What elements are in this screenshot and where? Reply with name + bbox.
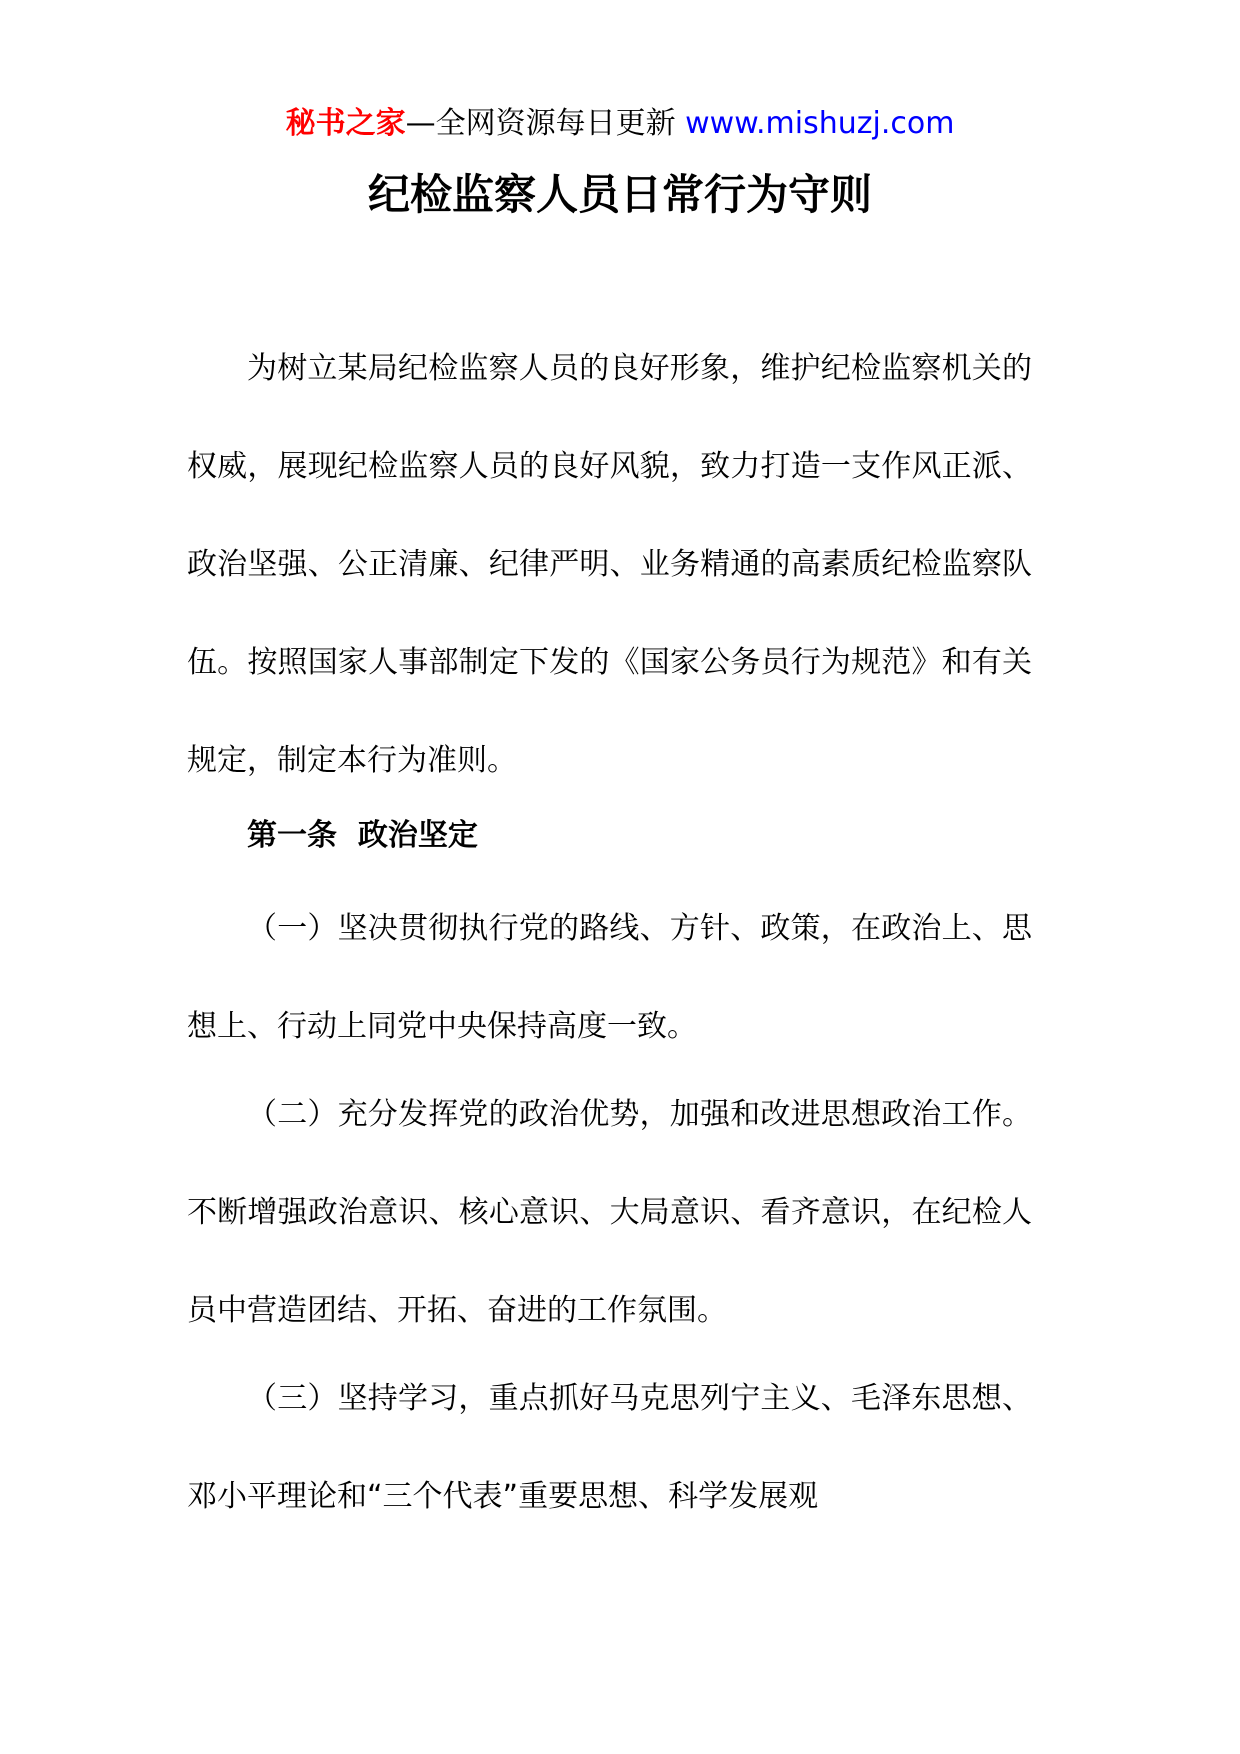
site-banner [0, 100, 1240, 148]
banner-slogan: —全网资源每日更新 [405, 106, 686, 141]
document-title: 纪检监察人员日常行为守则 [367, 170, 872, 219]
document-body [187, 320, 1032, 1546]
article-heading: 第一条 政治坚定 [247, 818, 478, 853]
intro-paragraph: 为树立某局纪检监察人员的良好形象，维护纪检监察机关的权威，展现纪检监察人员的良好风貌，致力打造一支作风正派、政治坚强、公正清廉、纪律严明、业务精通的高素质纪检监察队伍。按照国家人事部制定下发的《国家公务员行为规范》和有关规定，制定本行为准则。 [187, 351, 1032, 778]
article-item: （二）充分发挥党的政治优势，加强和改进思想政治工作。不断增强政治意识、核心意识、大局意识、看齐意识，在纪检人员中营造团结、开拓、奋进的工作氛围。 [187, 1097, 1032, 1328]
article-item: （一）坚决贯彻执行党的路线、方针、政策，在政治上、思想上、行动上同党中央保持高度一致。 [187, 911, 1032, 1044]
banner-brand: 秘书之家 [285, 106, 406, 141]
banner-url-link[interactable]: www.mishuzj.com [685, 106, 955, 141]
article-item: （三）坚持学习，重点抓好马克思列宁主义、毛泽东思想、邓小平理论和“三个代表”重要思想、科学发展观 [187, 1381, 1032, 1514]
